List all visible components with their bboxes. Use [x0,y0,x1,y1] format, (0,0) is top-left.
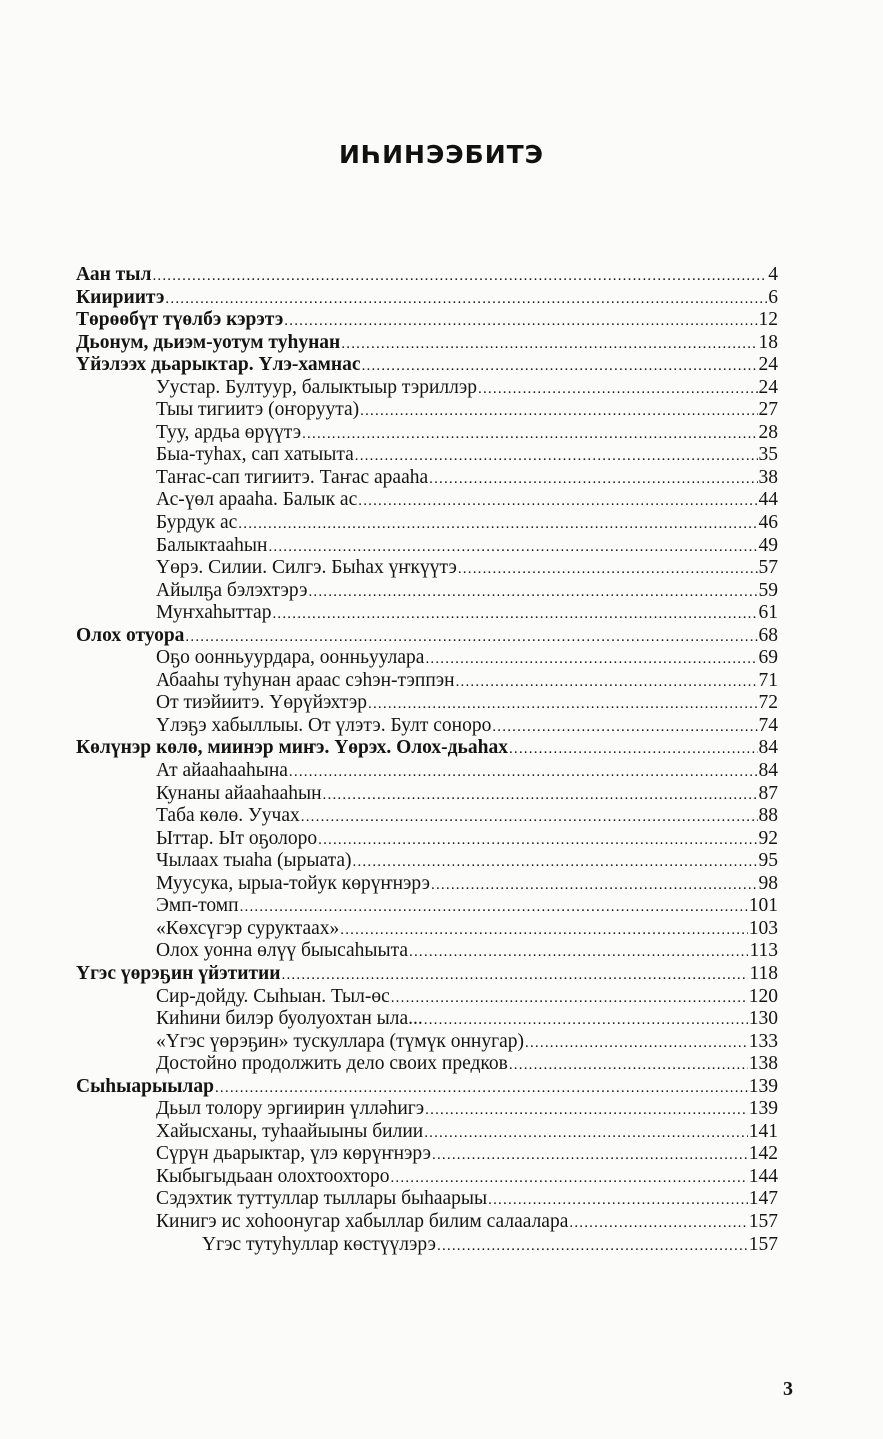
toc-entry-title: Эмп-томп [156,895,239,917]
toc-entry-title: Сир-дойду. Сыһыан. Тыл-өс [156,985,390,1007]
toc-entry-title: Чылаах тыаһа (ырыата) [156,850,352,872]
toc-entry-page: 147 [748,1188,778,1210]
dot-leader [323,784,758,807]
toc-entry[interactable] [76,309,778,332]
toc-subentry[interactable] [76,692,778,715]
toc-entry-page: 130 [748,1008,778,1030]
toc-entry-page: 74 [758,714,778,736]
dot-leader [432,1144,748,1167]
toc-entry-title: Ас-үөл арааһа. Балык ас [156,489,358,511]
toc-entry-title: Киһини билэр буолуохтан ыла... [156,1008,423,1030]
toc-entry-page: 84 [758,737,778,759]
dot-leader [284,310,757,333]
dot-leader [525,1032,748,1055]
toc-entry-title: Айылҕа бэлэхтэрэ [156,579,308,601]
toc-subentry[interactable] [76,467,778,490]
dot-leader [425,1099,748,1122]
dot-leader [340,919,747,942]
toc-entry-title: Үөрэ. Силии. Силгэ. Быһах үҥкүүтэ [156,557,457,579]
dot-leader [268,536,757,559]
dot-leader [318,829,757,852]
toc-subentry[interactable] [76,828,778,851]
toc-entry-title: Кинигэ ис хоһоонугар хабыллар билим салаалара [156,1210,569,1232]
toc-subentry[interactable] [76,489,778,512]
toc-entry-page: 46 [758,512,778,534]
toc-entry-title: Үлэҕэ хабыллыы. От үлэтэ. Булт соноро [156,714,492,736]
toc-entry-title: Үгэс үөрэҕин үйэтитии [76,962,281,984]
toc-subentry[interactable] [76,580,778,603]
toc-entry-title: Үйэлээх дьарыктар. Үлэ-хамнас [76,354,361,376]
toc-entry-title: Бурдук ас [156,512,238,534]
toc-entry-page: 18 [758,331,778,353]
toc-entry-title: Дьыл толору эргиирин үлләһигэ [156,1098,425,1120]
toc-entry-page: 98 [758,872,778,894]
toc-subentry[interactable] [76,715,778,738]
toc-entry-page: 138 [748,1053,778,1075]
toc-entry-title: Муҥхаһыттар [156,602,272,624]
toc-subentry[interactable] [76,783,778,806]
toc-entry-title: Сүрүн дьарыктар, үлэ көрүҥнэрэ [156,1143,432,1165]
toc-subentry[interactable] [76,1008,778,1031]
toc-entry-page: 95 [758,850,778,872]
toc-entry-page: 49 [758,534,778,556]
toc-entry-title: Сэдэхтик туттуллар тыллары быһаарыы [156,1188,488,1210]
toc-entry-title: «Көхсүгэр суруктаах» [156,917,340,939]
toc-entry-title: Достойно продолжить дело своих предков [156,1053,508,1075]
toc-entry-title: Кыбыгыдьаан олохтоохторо [156,1165,390,1187]
toc-subentry[interactable] [76,760,778,783]
toc-entry-page: 38 [758,466,778,488]
toc-entry-page: 72 [758,692,778,714]
toc-entry-page: 101 [748,895,778,917]
toc-subentry[interactable] [76,535,778,558]
toc-subentry[interactable] [76,377,778,400]
toc-section[interactable] [76,737,778,760]
dot-leader [289,761,758,784]
dot-leader [165,288,767,311]
toc-entry-page: 118 [749,962,778,984]
toc-entry-page: 59 [758,579,778,601]
toc-entry-page: 133 [748,1030,778,1052]
dot-leader [368,693,757,716]
toc-entry-title: Муусука, ырыа-тойук көрүҥнэрэ [156,872,431,894]
toc-entry[interactable] [76,264,778,287]
toc-entry-page: 35 [758,444,778,466]
dot-leader [478,378,757,401]
toc-entry-page: 157 [748,1233,778,1255]
toc-subentry[interactable] [76,1211,778,1234]
toc-entry[interactable] [76,332,778,355]
dot-leader [437,1235,748,1258]
toc-entry-page: 6 [768,286,778,308]
toc-subentry[interactable] [76,602,778,625]
toc-entry-title: Хайысханы, туһаайыыны билии [156,1120,424,1142]
toc-subentry[interactable] [76,444,778,467]
toc-title: ИҺИНЭЭБИТЭ [338,140,545,169]
toc-subentry[interactable] [76,557,778,580]
toc-subentry[interactable] [76,1053,778,1076]
dot-leader [341,333,757,356]
dot-leader [302,423,757,446]
toc-entry-title: Оҕо оонньуурдара, оонньуулара [156,647,425,669]
dot-leader [409,941,748,964]
toc-subentry[interactable] [76,1234,778,1257]
toc-entry-title: Туу, ардьа өрүүтэ [156,421,302,443]
toc-entry-page: 88 [758,805,778,827]
toc-entry-page: 28 [758,421,778,443]
dot-leader [240,896,748,919]
toc-entry-title: Балыктааһын [156,534,268,556]
toc-subentry[interactable] [76,512,778,535]
toc-subentry[interactable] [76,1098,778,1121]
dot-leader [353,851,758,874]
toc-entry-title: Тыы тигиитэ (оҥоруута) [156,399,360,421]
dot-leader [185,626,757,649]
toc-entry-title: Сыһыарыылар [76,1075,214,1097]
toc-subentry[interactable] [76,895,778,918]
toc-entry-page: 84 [758,760,778,782]
toc-entry-page: 68 [758,624,778,646]
toc-subentry[interactable] [76,940,778,963]
toc-entry-page: 139 [748,1075,778,1097]
toc-entry-page: 139 [748,1098,778,1120]
toc-section[interactable] [76,1076,778,1099]
toc-subentry[interactable] [76,1143,778,1166]
dot-leader [509,738,758,761]
toc-entry-page: 103 [748,917,778,939]
toc-entry-title: Аан тыл [76,264,152,285]
toc-entry-page: 113 [749,940,778,962]
toc-entry-title: Үгэс тутуһуллар көстүүлэрэ [202,1233,436,1255]
dot-leader [425,648,757,671]
toc-subentry[interactable] [76,1031,778,1054]
dot-leader [431,874,757,897]
toc-subentry[interactable] [76,422,778,445]
toc-subentry[interactable] [76,1188,778,1211]
toc-entry-title: Киириитэ [76,286,165,308]
dot-leader [509,1054,748,1077]
toc-entry-title: Олох отуора [76,624,185,646]
dot-leader [429,468,757,491]
toc-subentry[interactable] [76,647,778,670]
toc-entry-title: Ат айааһааһына [156,760,288,782]
toc-entry-title: Дьонум, дьиэм-уотум туһунан [76,331,341,353]
toc-entry-page: 27 [758,399,778,421]
toc-entry-page: 92 [758,827,778,849]
toc-entry-page: 24 [758,376,778,398]
dot-leader [424,1009,748,1032]
toc-entry-page: 4 [768,264,778,285]
toc-entry-page: 69 [758,647,778,669]
toc-subentry[interactable] [76,399,778,422]
dot-leader [238,513,757,536]
toc-entry-title: Таҥас-сап тигиитэ. Таҥас арааһа [156,466,429,488]
dot-leader [308,581,757,604]
toc-entry-title: Кунаны айааһааһын [156,782,322,804]
toc-entry-page: 71 [758,669,778,691]
toc-entry-page: 44 [758,489,778,511]
toc-entry-page: 157 [748,1210,778,1232]
toc-entry-page: 142 [748,1143,778,1165]
toc-entry-page: 87 [758,782,778,804]
dot-leader [282,964,749,987]
toc-entry-page: 144 [748,1165,778,1187]
dot-leader [458,558,758,581]
toc-entry-title: Таба көлө. Уучах [156,805,300,827]
toc-entry-page: 61 [758,602,778,624]
toc-subentry[interactable] [76,918,778,941]
toc-subentry[interactable] [76,986,778,1009]
toc-entry-title: Абааһы туһунан араас сэһэн-тэппэн [156,669,455,691]
toc-subentry[interactable] [76,670,778,693]
toc-section[interactable] [76,354,778,377]
toc-section[interactable] [76,963,778,986]
dot-leader [390,1167,747,1190]
toc-subentry[interactable] [76,873,778,896]
toc-entry-title: От тиэйиитэ. Үөрүйэхтэр [156,692,368,714]
toc-entry-page: 141 [748,1120,778,1142]
toc-subentry[interactable] [76,850,778,873]
toc-entry-title: Ыттар. Ыт оҕолоро [156,827,318,849]
toc-entry-page: 12 [758,309,778,331]
dot-leader [301,806,758,829]
toc-entry-page: 24 [758,354,778,376]
dot-leader [488,1189,748,1212]
toc-subentry[interactable] [76,1166,778,1189]
dot-leader [456,671,758,694]
toc-entry-title: Олох уонна өлүү быысаһыыта [156,940,409,962]
dot-leader [424,1122,748,1145]
toc-entry-title: «Үгэс үөрэҕин» тускуллара (түмүк оннугар) [156,1030,525,1052]
dot-leader [362,355,758,378]
toc-entry-title: Быа-туһах, сап хатыыта [156,444,354,466]
toc-section[interactable] [76,625,778,648]
toc-entry-page: 57 [758,557,778,579]
toc-entry-title: Төрөөбүт түөлбэ кэрэтэ [76,309,284,331]
dot-leader [272,603,757,626]
dot-leader [360,400,757,423]
toc-subentry[interactable] [76,1121,778,1144]
toc-entry-title: Көлүнэр көлө, миинэр миҥэ. Үөрэх. Олох-дьаһах [76,737,508,759]
toc-subentry[interactable] [76,805,778,828]
table-of-contents [76,264,778,1256]
dot-leader [492,716,757,739]
dot-leader [355,445,758,468]
dot-leader [358,490,757,513]
dot-leader [569,1212,747,1235]
toc-entry-page: 120 [748,985,778,1007]
dot-leader [152,265,767,288]
dot-leader [391,987,748,1010]
page-number: 3 [783,1378,793,1400]
toc-entry-title: Уустар. Бултуур, балыктыыр тэриллэр [156,376,478,398]
dot-leader [215,1077,748,1100]
toc-entry[interactable] [76,287,778,310]
